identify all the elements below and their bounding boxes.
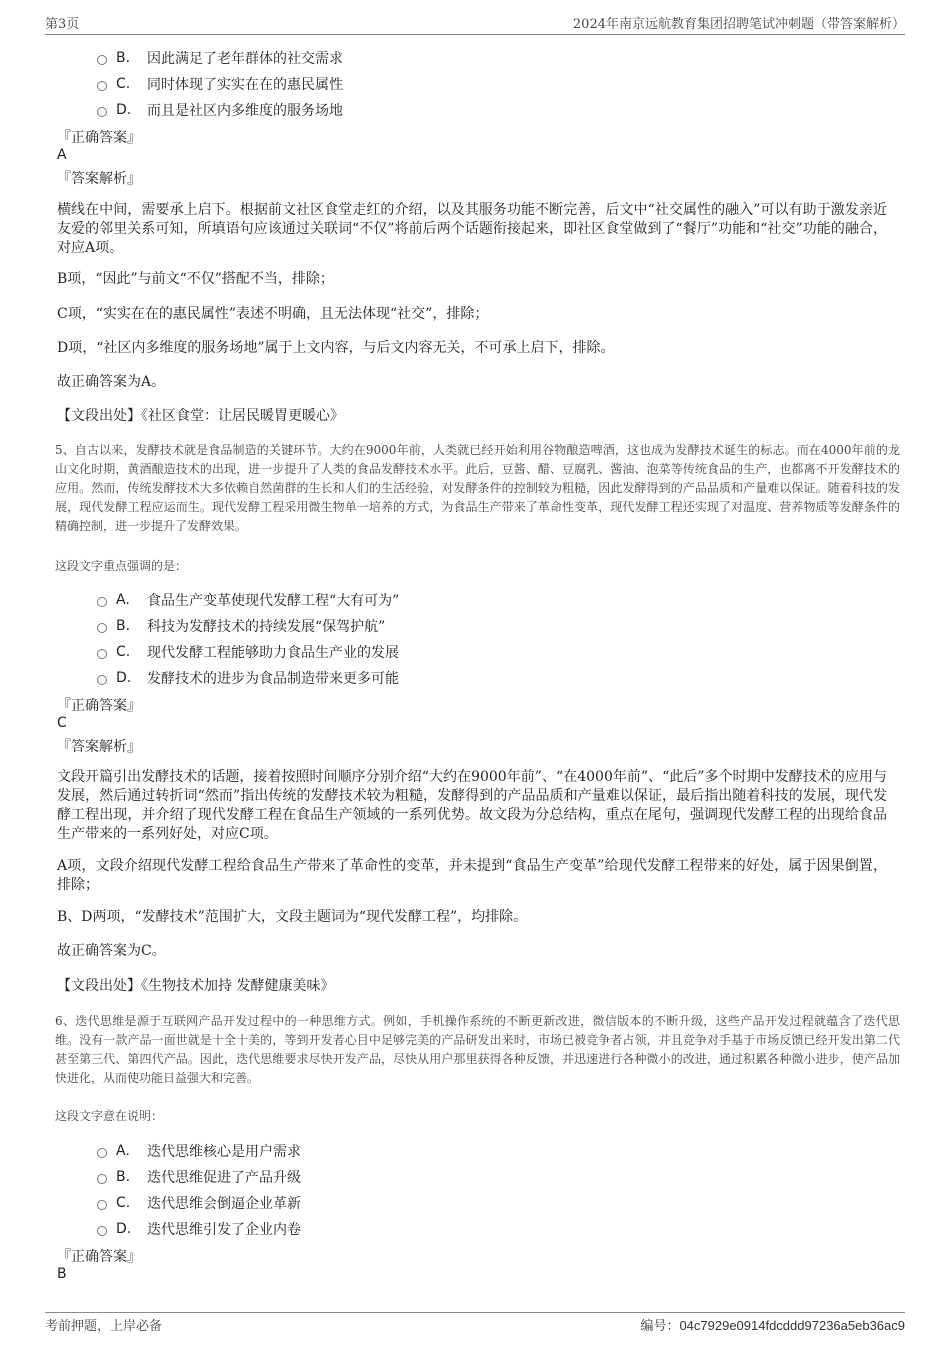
q6-question: 这段文字意在说明： [55, 1109, 164, 1123]
document-code: 编号：04c7929e0914fdcddd97236a5eb36ac9 [640, 1318, 905, 1333]
radio-icon[interactable] [97, 675, 107, 685]
q5-option-b[interactable]: B. 科技为发酵技术的持续发展“保驾护航” [97, 616, 385, 636]
q4-analysis-d: D项，“社区内多维度的服务场地”属于上文内容，与后文内容无关，不可承上启下，排除。 [57, 340, 615, 356]
q5-option-a[interactable]: A. 食品生产变革使现代发酵工程“大有可为” [97, 590, 399, 610]
q6-passage: 6、迭代思维是源于互联网产品开发过程中的一种思维方式。例如，手机操作系统的不断更新改进，微信版本的不断升级，这些产品开发过程就蕴含了迭代思维。没有一款产品一面世就是十全十美的，等到开发者心目中足够完美的产品研发出来时，市场已被竞争者占领，并且竞争对手基于市场反馈已经开发出第二代甚至第三代、第四代产品。因此，迭代思维要求尽快开发产品，尽快从用户那里获得各种反馈，并迅速进行各种微小的改进，通过积累各种微小进步，使产品加快进化，从而使功能日益强大和完善。 [55, 1014, 900, 1085]
radio-icon[interactable] [97, 623, 107, 633]
radio-icon[interactable] [97, 597, 107, 607]
q5-analysis-label: 『答案解析』 [57, 739, 141, 755]
q5-question: 这段文字重点强调的是： [55, 559, 188, 573]
q5-analysis-bd: B、D两项，“发酵技术”范围扩大，文段主题词为“现代发酵工程”，均排除。 [57, 909, 528, 925]
footer-slogan: 考前押题，上岸必备 [45, 1319, 163, 1334]
q5-passage: 5、自古以来，发酵技术就是食品制造的关键环节。大约在9000年前，人类就已经开始利用谷物酿造啤酒，这也成为发酵技术诞生的标志。而在4000年前的龙山文化时期，黄酒酿造技术的出现，进一步提升了人类的食品发酵技术水平。此后，豆酱、醋、豆腐乳、酱油、泡菜等传统食品的生产，也都离不开发酵技术的应用。然而，传统发酵技术大多依赖自然菌群的生长和人们的生活经验，对发酵条件的控制较为粗糙，因此发酵得到的产品品质和产量难以保证。随着科技的发展，现代发酵工程应运而生。现代发酵工程采用微生物单一培养的方式，为食品生产带来了革命性变革，现代发酵工程还实现了对温度、营养物质等发酵条件的精确控制，进一步提升了发酵效果。 [55, 443, 900, 533]
q4-answer: A [57, 147, 67, 163]
q6-option-c[interactable]: C. 迭代思维会倒逼企业革新 [97, 1193, 301, 1213]
q4-conclusion: 故正确答案为A。 [57, 374, 166, 390]
q5-conclusion: 故正确答案为C。 [57, 943, 166, 959]
radio-icon[interactable] [97, 1226, 107, 1236]
q4-analysis-c: C项，“实实在在的惠民属性”表述不明确，且无法体现“社交”，排除； [57, 306, 489, 322]
radio-icon[interactable] [97, 1174, 107, 1184]
q4-analysis-label: 『答案解析』 [57, 171, 141, 187]
q4-analysis-main: 横线在中间，需要承上启下。根据前文社区食堂走红的介绍，以及其服务功能不断完善，后文中“社交属性的融入”可以有助于激发亲近友爱的邻里关系可知，所填语句应该通过关联词“不仅”将前后两个话题衔接起来，即社区食堂做到了“餐厅”功能和“社交”功能的融合，对应A项。 [57, 202, 887, 256]
q4-source: 【文段出处】《社区食堂：让居民暖胃更暖心》 [57, 408, 344, 424]
q5-answer: C [57, 715, 67, 731]
q5-option-d[interactable]: D. 发酵技术的进步为食品制造带来更多可能 [97, 668, 399, 688]
q6-option-a[interactable]: A. 迭代思维核心是用户需求 [97, 1141, 301, 1161]
q4-analysis-b: B项，“因此”与前文“不仅”搭配不当，排除； [57, 271, 334, 287]
radio-icon[interactable] [97, 81, 107, 91]
q6-option-b[interactable]: B. 迭代思维促进了产品升级 [97, 1167, 301, 1187]
radio-icon[interactable] [97, 107, 107, 117]
q5-analysis-main: 文段开篇引出发酵技术的话题，接着按照时间顺序分别介绍“大约在9000年前”、“在4000年前”、“此后”多个时期中发酵技术的应用与发展，然后通过转折词“然而”指出传统的发酵技术较为粗糙，发酵得到的产品品质和产量难以保证，最后指出随着科技的发展，现代发酵工程出现，并介绍了现代发酵工程在食品生产领域的一系列优势。故文段为分总结构，重点在尾句，强调现代发酵工程的出现给食品生产带来的一系列好处，对应C项。 [57, 769, 887, 842]
q5-analysis-a: A项，文段介绍现代发酵工程给食品生产带来了革命性的变革，并未提到“食品生产变革”给现代发酵工程带来的好处，属于因果倒置，排除； [57, 858, 887, 893]
page-footer [45, 1312, 905, 1334]
q5-option-c[interactable]: C. 现代发酵工程能够助力食品生产业的发展 [97, 642, 399, 662]
radio-icon[interactable] [97, 55, 107, 65]
radio-icon[interactable] [97, 649, 107, 659]
q5-source: 【文段出处】《生物技术加持 发酵健康美味》 [57, 978, 335, 994]
radio-icon[interactable] [97, 1148, 107, 1158]
page-header [45, 14, 905, 35]
q6-answer-label: 『正确答案』 [57, 1249, 141, 1265]
q6-option-d[interactable]: D. 迭代思维引发了企业内卷 [97, 1219, 301, 1239]
q6-answer: B [57, 1266, 67, 1282]
document-title: 2024年南京远航教育集团招聘笔试冲刺题（带答案解析） [572, 17, 905, 32]
q4-answer-label: 『正确答案』 [57, 130, 141, 146]
q4-option-b[interactable]: B. 因此满足了老年群体的社交需求 [97, 48, 343, 68]
q4-option-d[interactable]: D. 而且是社区内多维度的服务场地 [97, 100, 343, 120]
q5-answer-label: 『正确答案』 [57, 698, 141, 714]
page-number: 第3页 [45, 17, 80, 32]
q4-option-c[interactable]: C. 同时体现了实实在在的惠民属性 [97, 74, 343, 94]
radio-icon[interactable] [97, 1200, 107, 1210]
